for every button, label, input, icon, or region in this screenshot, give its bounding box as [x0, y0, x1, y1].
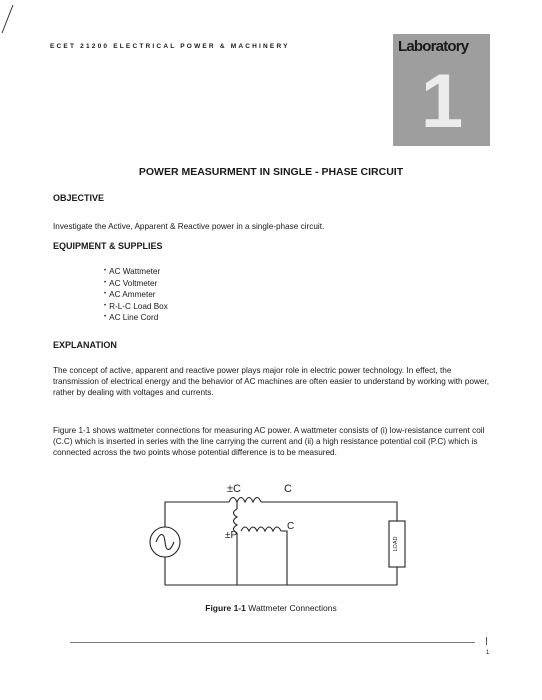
lab-badge-number: 1 [420, 59, 464, 144]
figure-caption-number: Figure 1-1 [205, 603, 246, 613]
pen-mark [0, 0, 40, 40]
equipment-item: • AC Voltmeter [104, 278, 168, 290]
figure-caption [0, 603, 542, 613]
current-coil-plus-label: ±C [227, 483, 241, 495]
equipment-item: • R-L-C Load Box [104, 301, 168, 313]
potential-coil-plus-label: ±P [225, 530, 238, 541]
equipment-list [104, 266, 168, 324]
page-number: 1 [486, 650, 490, 656]
equipment-item: • AC Ammeter [104, 289, 168, 301]
equipment-item: • AC Wattmeter [104, 266, 168, 278]
explanation-paragraph: The concept of active, apparent and reactive power plays major role in electric power technology. In effect, the transmission of electrical energy and the behavior of AC machines are often easier to understand by working with power, rather by dealing with voltages and currents. [53, 366, 489, 397]
figure-caption-text: Wattmeter Connections [248, 603, 337, 613]
objective-text: Investigate the Active, Apparent & Reactive power in a single-phase circuit. [53, 222, 325, 231]
running-head: ECET 21200 ELECTRICAL POWER & MACHINERY [50, 43, 290, 50]
objective-heading: OBJECTIVE [53, 193, 105, 203]
current-coil-minus-label: C [284, 483, 292, 495]
explanation-heading: EXPLANATION [53, 340, 117, 350]
equipment-item: • AC Line Cord [104, 312, 168, 324]
footer-tick [486, 637, 487, 645]
page-title: POWER MEASURMENT IN SINGLE - PHASE CIRCUIT [138, 166, 404, 178]
lab-badge-label: Laboratory [398, 38, 469, 55]
potential-coil-minus-label: C [287, 521, 295, 532]
explanation-paragraph: Figure 1-1 shows wattmeter connections for measuring AC power. A wattmeter consists of (i) low-resistance current coil (C.C) which is inserted in series with the line carrying the current and (ii) a high resistance potential coil (P.C) which is connected across the two points whose potential difference is to be measured. [53, 426, 485, 457]
load-label: LOAD [393, 536, 399, 552]
footer-divider [70, 642, 475, 643]
wattmeter-circuit-diagram [137, 481, 417, 591]
equipment-heading: EQUIPMENT & SUPPLIES [53, 241, 163, 251]
